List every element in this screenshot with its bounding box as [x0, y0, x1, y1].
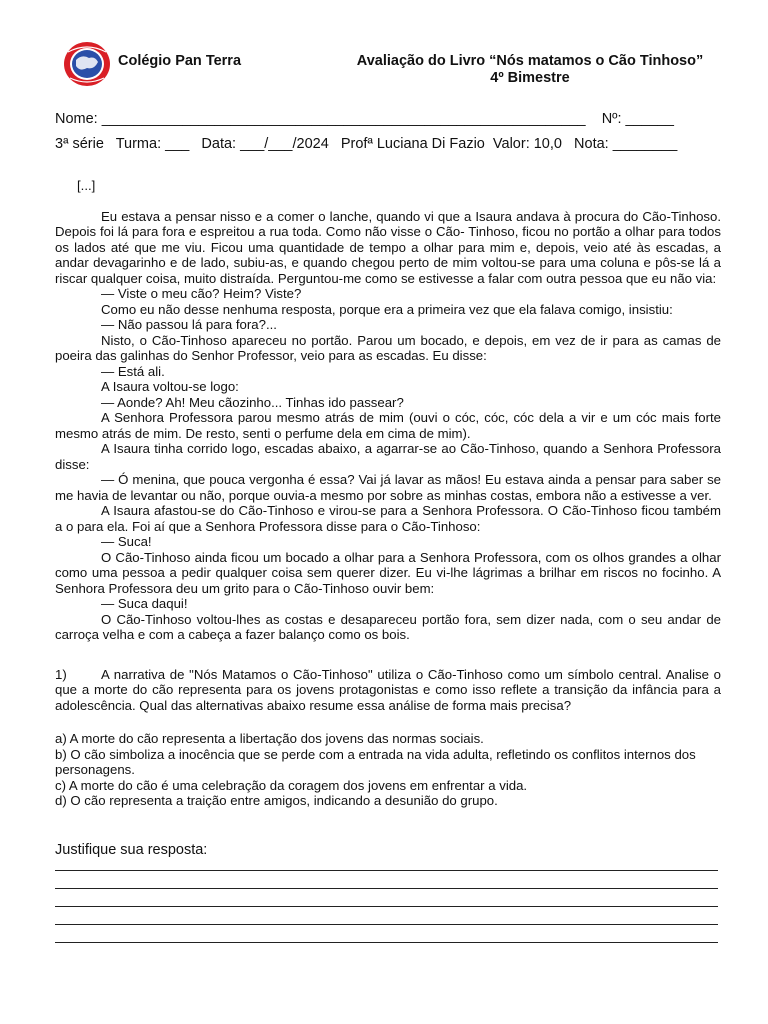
answer-option[interactable]: a) A morte do cão representa a libertação dos jovens das normas sociais.: [55, 731, 484, 746]
answer-line[interactable]: [55, 870, 718, 871]
answer-options: [55, 731, 721, 809]
document-body: [55, 178, 721, 809]
story-paragraph: A Isaura afastou-se do Cão-Tinhoso e virou-se para a Senhora Professora. O Cão-Tinhoso ficou também a o para ela. Foi aí que a Senhora Professora disse para o Cão-Tinhoso:: [55, 503, 721, 534]
answer-line[interactable]: [55, 888, 718, 889]
school-name: Colégio Pan Terra: [118, 53, 242, 69]
answer-option[interactable]: b) O cão simboliza a inocência que se perde com a entrada na vida adulta, refletindo os conflitos internos dos personagens.: [55, 746, 696, 777]
dialogue-line: — Aonde? Ah! Meu cãozinho... Tinhas ido passear?: [101, 394, 404, 410]
answer-option[interactable]: c) A morte do cão é uma celebração da coragem dos jovens em enfrentar a vida.: [55, 777, 528, 793]
answer-line[interactable]: [55, 924, 718, 925]
story-paragraph: A Isaura tinha corrido logo, escadas abaixo, a agarrar-se ao Cão-Tinhoso, quando a Senhora Professora disse:: [55, 441, 721, 472]
justify-label: Justifique sua resposta:: [55, 842, 208, 858]
school-logo: [62, 40, 112, 88]
answer-line[interactable]: [55, 942, 718, 943]
story-text: [55, 209, 721, 643]
dialogue-line: — Suca daqui!: [101, 596, 188, 611]
dialogue-line: — Viste o meu cão? Heim? Viste?: [101, 286, 302, 301]
story-paragraph: A Senhora Professora parou mesmo atrás de mim (ouvi o cóc, cóc, cóc dela a vir e um cóc mais forte mesmo atrás de mim. De resto, senti o perfume dela em cima de mim).: [55, 410, 721, 441]
student-name-field[interactable]: Nome: ____________________________________________________________ Nº: ______: [55, 111, 674, 127]
title-line-2: 4º Bimestre: [490, 70, 570, 86]
page-title: [330, 53, 730, 87]
dialogue-line: — Está ali.: [101, 363, 165, 379]
dialogue-line: — Não passou lá para fora?...: [101, 317, 277, 332]
story-paragraph: Nisto, o Cão-Tinhoso apareceu no portão. Parou um bocado, e depois, em vez de ir para as camas de poeira das galinhas do Senhor Professor, veio para as escadas. Eu disse:: [55, 332, 721, 363]
story-paragraph: — Ó menina, que pouca vergonha é essa? Vai já lavar as mãos! Eu estava ainda a pensar para saber se me havia de levantar ou não, porque ouvia-a mesmo por sobre as minhas costas, embora não a estivesse a ver.: [55, 472, 721, 503]
answer-line[interactable]: [55, 906, 718, 907]
question-number: 1): [55, 666, 67, 682]
story-paragraph: O Cão-Tinhoso ainda ficou um bocado a olhar para a Senhora Professora, com os olhos grandes a olhar como uma pessoa a pedir qualquer coisa sem querer dizer. Eu vi-lhe lágrimas a brilhar em riscos no focinho. A Senhora Professora deu um grito para o Cão-Tinhoso ouvir bem:: [55, 549, 721, 596]
dialogue-line: A Isaura voltou-se logo:: [101, 379, 239, 394]
ellipsis: [...]: [77, 178, 96, 193]
question-1: [55, 667, 721, 714]
answer-option[interactable]: d) O cão representa a traição entre amigos, indicando a desunião do grupo.: [55, 793, 498, 808]
story-paragraph: O Cão-Tinhoso voltou-lhes as costas e desapareceu portão fora, sem dizer nada, com o seu andar de carroça velha e com a cabeça a fazer balanço como os bois.: [55, 611, 721, 642]
dialogue-line: Como eu não desse nenhuma resposta, porque era a primeira vez que ela falava comigo, insistiu:: [101, 301, 673, 317]
question-text: A narrativa de "Nós Matamos o Cão-Tinhoso" utiliza o Cão-Tinhoso como um símbolo central. Analise o que a morte do cão representa para os jovens protagonistas e como isso reflete a transição da infância para a adolescência. Qual das alternativas abaixo resume essa análise de forma mais precisa?: [55, 666, 721, 713]
title-line-1: Avaliação do Livro “Nós matamos o Cão Tinhoso”: [356, 53, 704, 69]
dialogue-line: — Suca!: [101, 534, 152, 549]
class-info-field[interactable]: 3ª série Turma: ___ Data: ___/___/2024 Profª Luciana Di Fazio Valor: 10,0 Nota: ________: [55, 136, 678, 152]
story-paragraph: Eu estava a pensar nisso e a comer o lanche, quando vi que a Isaura andava à procura do Cão-Tinhoso. Depois foi lá para fora e espreitou a rua toda. Como não visse o Cão- Tinhoso, ficou no portão a olhar para todos os lados até que me viu. Ficou uma quantidade de tempo a olhar para mim e, depois, veio até às escadas, a andar devagarinho e de lado, subiu-as, e quando chegou perto de mim voltou-se para uma coluna e pôs-se lá a riscar qualquer coisa, muito distraída. Perguntou-me como se estivesse a falar com outra pessoa que eu não via:: [55, 208, 721, 286]
